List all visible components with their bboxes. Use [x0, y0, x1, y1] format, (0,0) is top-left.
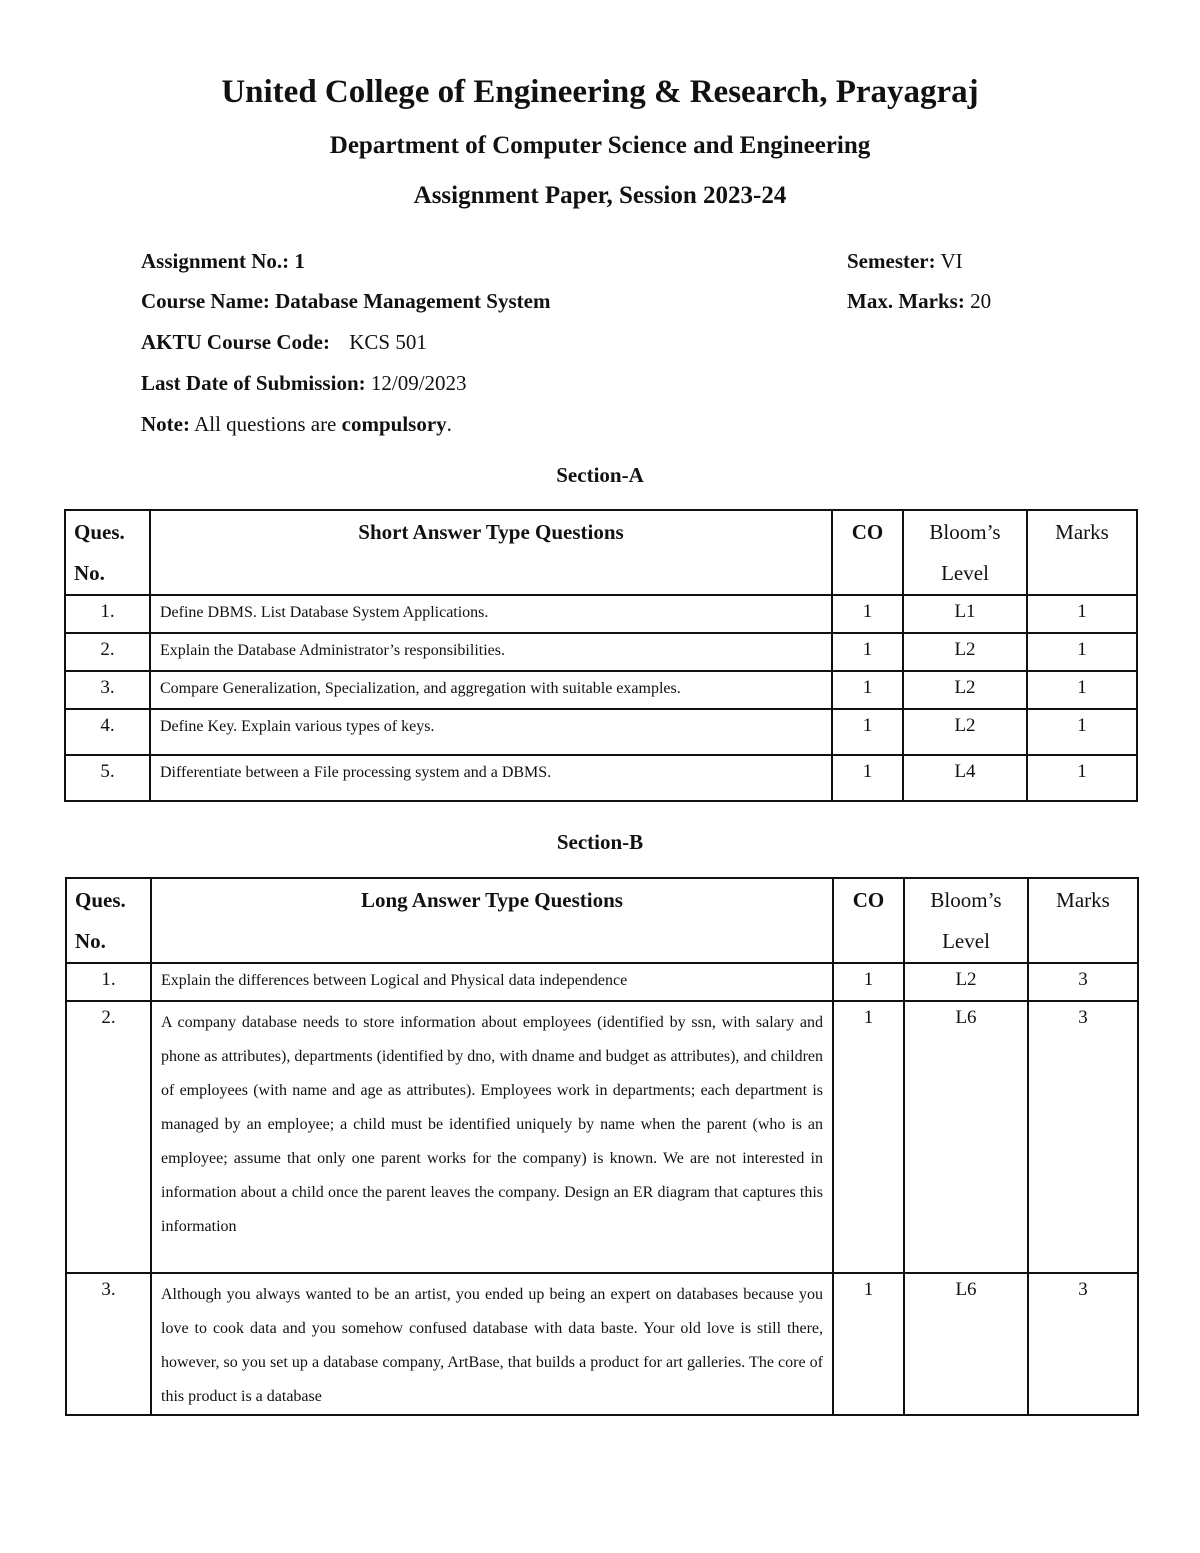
bloom-header-line1: Bloom’s — [929, 520, 1001, 544]
bloom-header-line2: Level — [942, 929, 990, 953]
table-row — [65, 595, 1137, 633]
ques-no: 1. — [65, 595, 150, 633]
note-label: Note: — [141, 412, 190, 436]
co-value: 1 — [832, 595, 903, 633]
question-text: Explain the Database Administrator’s responsibilities. — [150, 633, 832, 671]
maxmarks-value: 20 — [970, 289, 992, 313]
ques-no: 2. — [65, 633, 150, 671]
table-row — [65, 755, 1137, 801]
marks-value: 1 — [1027, 671, 1137, 709]
table-row — [65, 633, 1137, 671]
ques-header-line1: Ques. — [75, 888, 126, 912]
ques-no: 4. — [65, 709, 150, 755]
assignment-number — [141, 248, 305, 274]
ques-no-header — [65, 510, 150, 595]
ques-header-line2: No. — [75, 929, 106, 953]
bloom-level: L6 — [904, 1273, 1028, 1415]
course-label: Course Name: — [141, 289, 270, 313]
ques-no: 3. — [66, 1273, 151, 1415]
bloom-header-line2: Level — [941, 561, 989, 585]
section-a-title: Section-A — [556, 463, 644, 487]
note-text: All questions are — [194, 412, 337, 436]
bloom-level: L2 — [903, 633, 1027, 671]
semester-value: VI — [940, 249, 963, 273]
course-name — [141, 288, 550, 314]
question-text: Compare Generalization, Specialization, and aggregation with suitable examples. — [150, 671, 832, 709]
table-row — [66, 1273, 1138, 1415]
marks-value: 1 — [1027, 633, 1137, 671]
marks-value: 3 — [1028, 1273, 1138, 1415]
table-row — [66, 1001, 1138, 1273]
bloom-level: L2 — [903, 671, 1027, 709]
code-label: AKTU Course Code: — [141, 330, 330, 354]
note — [141, 411, 452, 437]
paper-title: Assignment Paper, Session 2023-24 — [413, 182, 787, 209]
table-row — [66, 963, 1138, 1001]
section-b-title: Section-B — [556, 830, 644, 854]
bloom-header — [903, 510, 1027, 595]
marks-value: 1 — [1027, 755, 1137, 801]
question-text: Differentiate between a File processing system and a DBMS. — [150, 755, 832, 801]
semester-label: Semester: — [847, 249, 936, 273]
section-a-table — [64, 509, 1138, 802]
ques-header-line1: Ques. — [74, 520, 125, 544]
marks-header: Marks — [1027, 510, 1137, 595]
assignment-label: Assignment No.: — [141, 249, 290, 273]
note-end: . — [446, 412, 452, 436]
table-header-row — [66, 878, 1138, 963]
co-value: 1 — [832, 755, 903, 801]
co-value: 1 — [832, 709, 903, 755]
marks-value: 1 — [1027, 595, 1137, 633]
course-value: Database Management System — [275, 289, 551, 313]
bloom-header — [904, 878, 1028, 963]
bloom-level: L2 — [904, 963, 1028, 1001]
ques-no: 3. — [65, 671, 150, 709]
question-text: A company database needs to store information about employees (identified by ssn, with salary and phone as attributes), departments (identified by dno, with dname and budget as attributes), and children of employees (with name and age as attributes). Employees work in departments; each department is managed by an employee; a child must be identified uniquely by name when the parent (who is an employee; assume that only one parent works for the company) is known. We are not interested in information about a child once the parent leaves the company. Design an ER diagram that captures this information — [151, 1001, 833, 1273]
table-row — [65, 671, 1137, 709]
note-emphasis: compulsory — [341, 412, 447, 436]
question-header: Short Answer Type Questions — [150, 510, 832, 595]
question-text: Define DBMS. List Database System Applications. — [150, 595, 832, 633]
semester — [847, 248, 963, 274]
table-row — [65, 709, 1137, 755]
ques-no: 2. — [66, 1001, 151, 1273]
section-b-table — [65, 877, 1139, 1416]
ques-no: 1. — [66, 963, 151, 1001]
bloom-header-line1: Bloom’s — [930, 888, 1002, 912]
college-name: United College of Engineering & Research, Prayagraj — [221, 74, 979, 110]
question-header: Long Answer Type Questions — [151, 878, 833, 963]
code-value: KCS 501 — [349, 330, 427, 354]
co-value: 1 — [833, 963, 904, 1001]
date-value: 12/09/2023 — [370, 371, 467, 395]
max-marks — [847, 288, 991, 314]
bloom-level: L2 — [903, 709, 1027, 755]
question-text: Define Key. Explain various types of keys. — [150, 709, 832, 755]
co-header: CO — [832, 510, 903, 595]
submission-date — [141, 370, 467, 396]
bloom-level: L6 — [904, 1001, 1028, 1273]
question-text: Although you always wanted to be an artist, you ended up being an expert on databases because you love to cook data and you somehow confused database with data baste. Your old love is still there, however, so you set up a database company, ArtBase, that builds a product for art galleries. The core of this product is a database — [151, 1273, 833, 1415]
co-value: 1 — [833, 1273, 904, 1415]
marks-header: Marks — [1028, 878, 1138, 963]
department-name: Department of Computer Science and Engineering — [329, 132, 871, 159]
co-header: CO — [833, 878, 904, 963]
ques-no-header — [66, 878, 151, 963]
table-header-row — [65, 510, 1137, 595]
course-code — [141, 329, 427, 355]
question-text: Explain the differences between Logical and Physical data independence — [151, 963, 833, 1001]
bloom-level: L1 — [903, 595, 1027, 633]
marks-value: 3 — [1028, 963, 1138, 1001]
assignment-value: 1 — [294, 249, 305, 273]
ques-no: 5. — [65, 755, 150, 801]
bloom-level: L4 — [903, 755, 1027, 801]
ques-header-line2: No. — [74, 561, 105, 585]
date-label: Last Date of Submission: — [141, 371, 366, 395]
co-value: 1 — [832, 671, 903, 709]
co-value: 1 — [832, 633, 903, 671]
co-value: 1 — [833, 1001, 904, 1273]
marks-value: 1 — [1027, 709, 1137, 755]
maxmarks-label: Max. Marks: — [847, 289, 965, 313]
marks-value: 3 — [1028, 1001, 1138, 1273]
